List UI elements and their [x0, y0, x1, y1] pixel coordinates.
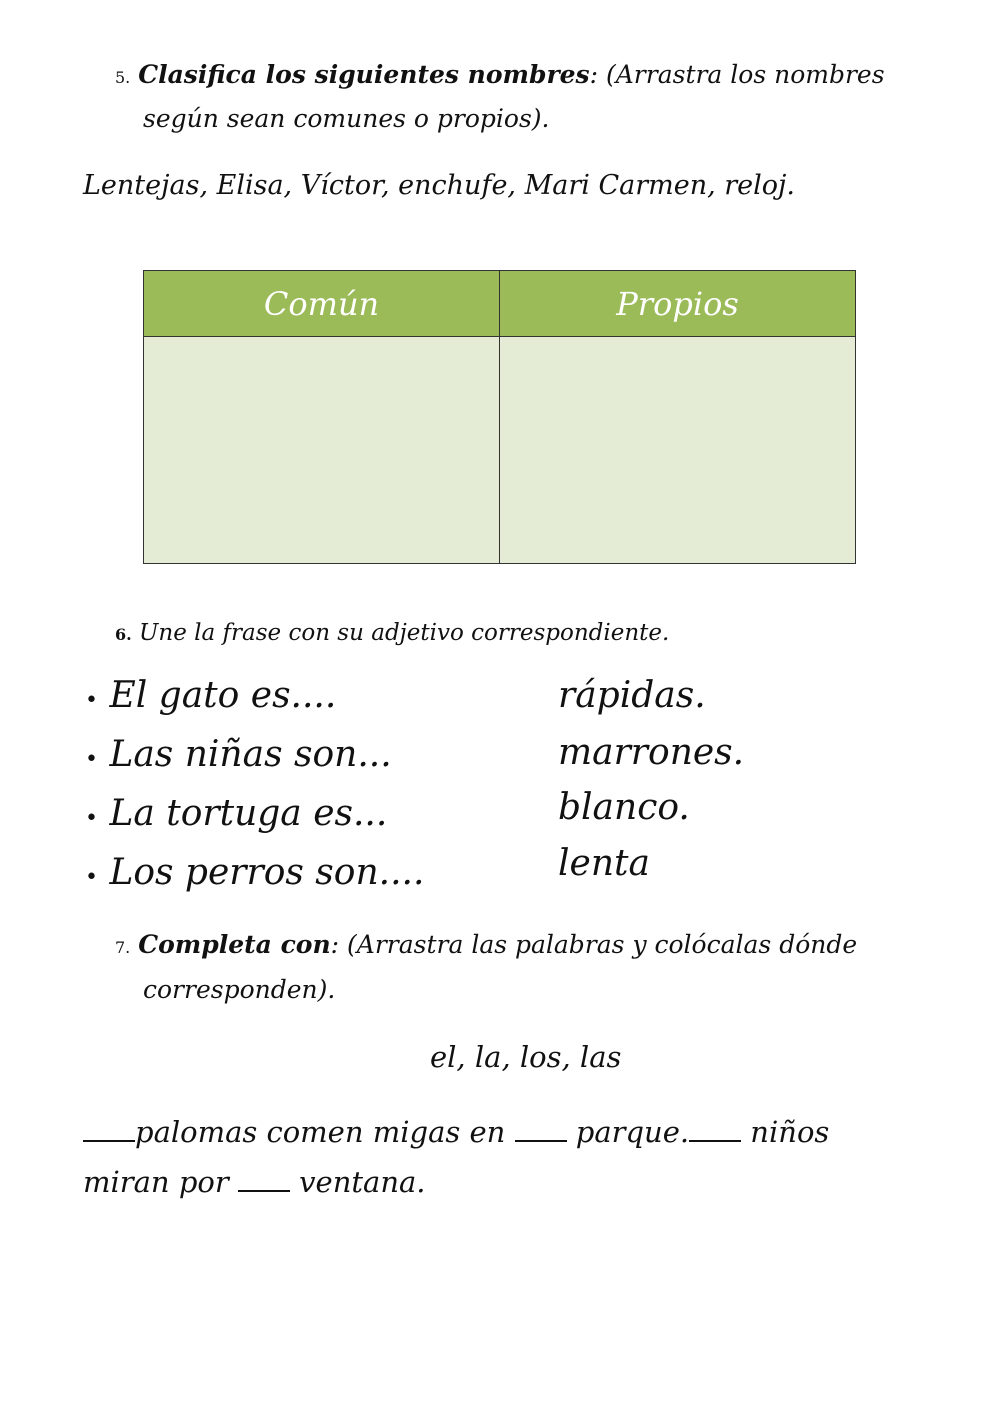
drop-zone-propios[interactable]: [500, 337, 856, 564]
header-propios: Propios: [500, 271, 856, 337]
sentence-text: niños: [741, 1115, 830, 1149]
blank-slot[interactable]: [238, 1189, 290, 1192]
q7-instruction-1: : (Arrastra las palabras y colócalas dónde: [330, 930, 858, 959]
phrase-item[interactable]: • Las niñas son...: [85, 734, 392, 775]
phrase-item[interactable]: • La tortuga es...: [85, 793, 388, 834]
adjective-item[interactable]: rápidas.: [558, 675, 706, 716]
q6-heading: [115, 620, 669, 646]
q5-instruction-1: : (Arrastra los nombres: [589, 60, 885, 89]
header-comun: Común: [144, 271, 500, 337]
q5-number: 5.: [115, 68, 131, 87]
adjective-item[interactable]: blanco.: [558, 787, 690, 828]
q5-heading: [115, 60, 885, 89]
q7-heading: [115, 930, 857, 959]
q6-number: 6.: [115, 625, 132, 644]
q5-word-list: Lentejas, Elisa, Víctor, enchufe, Mari Carmen, reloj.: [83, 170, 795, 201]
phrase-item[interactable]: • Los perros son....: [85, 852, 425, 893]
blank-slot[interactable]: [83, 1139, 135, 1142]
phrase-text: La tortuga es...: [109, 793, 388, 834]
q5-instruction-2: según sean comunes o propios).: [143, 104, 550, 133]
phrase-text: Los perros son....: [109, 852, 425, 893]
q7-number: 7.: [115, 938, 131, 957]
blank-slot[interactable]: [689, 1139, 741, 1142]
q6-title: Une la frase con su adjetivo correspondiente.: [139, 620, 670, 646]
sentence-text: ventana.: [289, 1165, 426, 1199]
adjective-item[interactable]: marrones.: [558, 732, 745, 773]
q7-title: Completa con: [138, 930, 331, 959]
q7-instruction-2: corresponden).: [143, 975, 336, 1004]
sentence-text: miran por: [83, 1165, 238, 1199]
q5-title: Clasifica los siguientes nombres: [138, 60, 590, 89]
q7-sentence-line-2: [83, 1165, 426, 1199]
classification-table: [143, 270, 856, 564]
adjective-item[interactable]: lenta: [558, 843, 650, 884]
phrase-text: Las niñas son...: [109, 734, 392, 775]
sentence-text: parque.: [566, 1115, 690, 1149]
blank-slot[interactable]: [515, 1139, 567, 1142]
q7-options: el, la, los, las: [430, 1040, 622, 1074]
drop-zone-comun[interactable]: [144, 337, 500, 564]
q7-sentence-line-1: [83, 1115, 829, 1149]
phrase-item[interactable]: • El gato es....: [85, 675, 337, 716]
sentence-text: palomas comen migas en: [135, 1115, 515, 1149]
phrase-text: El gato es....: [109, 675, 337, 716]
